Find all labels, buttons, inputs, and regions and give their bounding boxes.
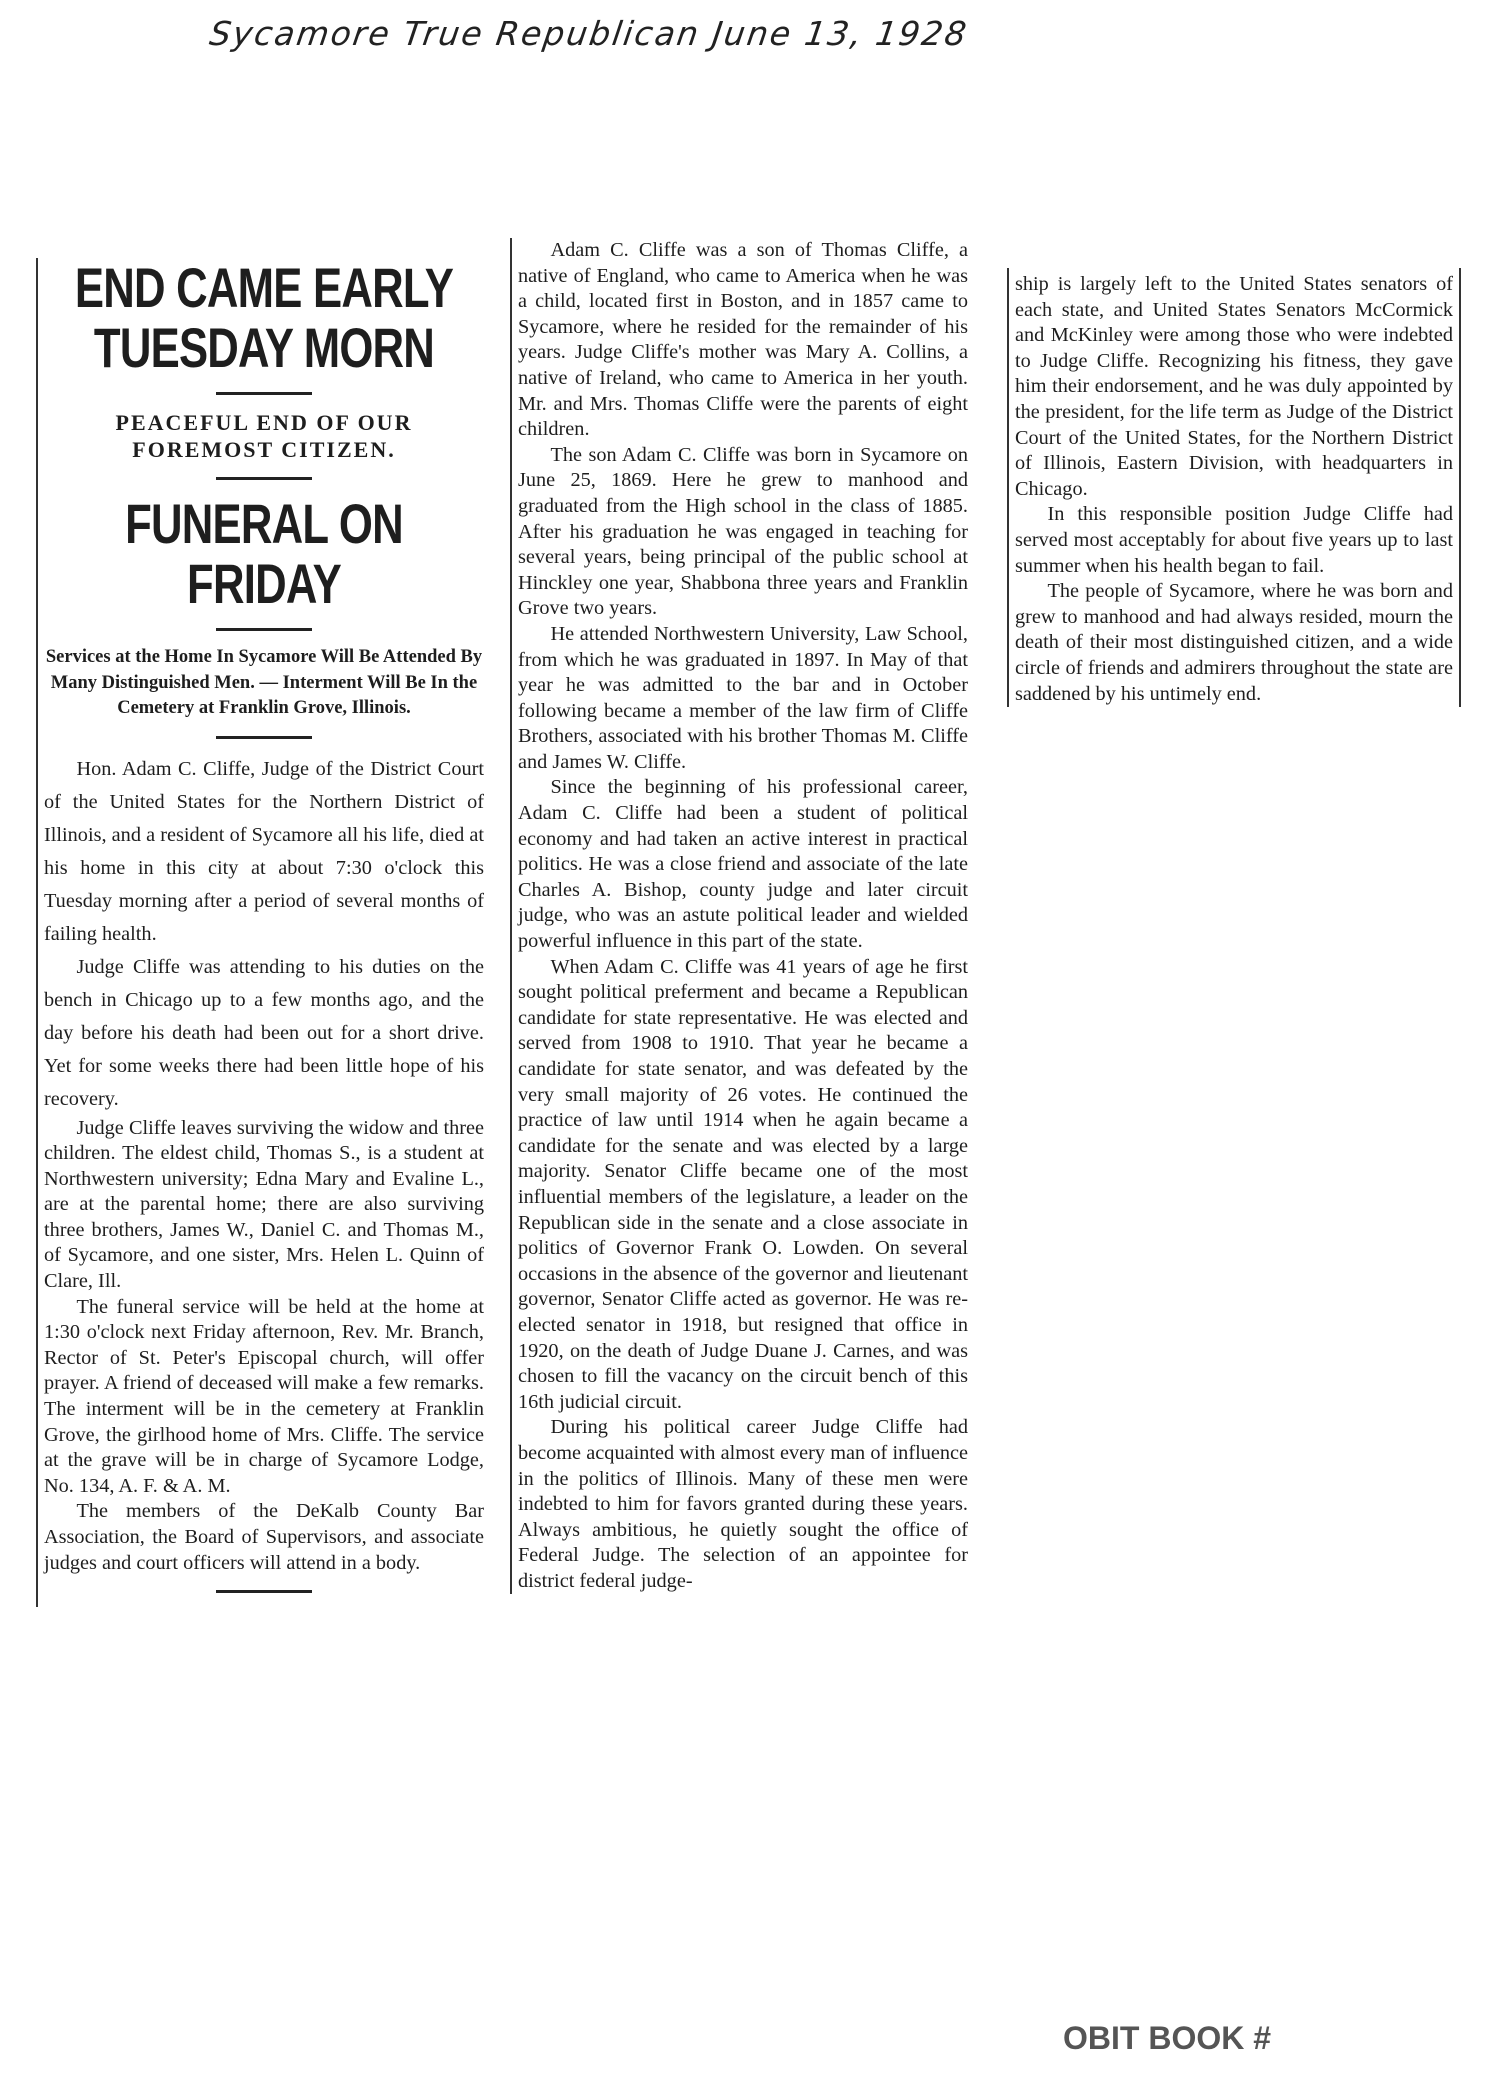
headline-main: END CAME EARLY TUESDAY MORN bbox=[74, 256, 454, 379]
divider bbox=[216, 628, 312, 631]
paragraph: The members of the DeKalb County Bar Association, the Board of Supervisors, and associate judges and court officers will attend in a body. bbox=[44, 1500, 484, 1574]
paragraph: The son Adam C. Cliffe was born in Sycamore on June 25, 1869. Here he grew to manhood and graduated from the High school in the class of 1885. After his graduation he was engaged in teaching for several years, being principal of the public school at Hinckley one year, Shabbona three years and Franklin Grove two years. bbox=[518, 443, 968, 620]
headline-secondary: FUNERAL ON FRIDAY bbox=[125, 492, 403, 615]
article-column-3 bbox=[1007, 268, 1461, 707]
paragraph: The people of Sycamore, where he was born and grew to manhood and had always resided, mourn the death of their most distinguished citizen, and a wide circle of friends and admirers throughout the state are saddened by his untimely end. bbox=[1015, 580, 1453, 705]
divider bbox=[216, 392, 312, 395]
paragraph: He attended Northwestern University, Law School, from which he was graduated in 1897. In May of that year he was admitted to the bar and in October following became a member of the law firm of Cliffe Brothers, associated with his brother Thomas M. Cliffe and James W. Cliffe. bbox=[518, 622, 968, 773]
subheadline-1: PEACEFUL END OF OUR FOREMOST CITIZEN. bbox=[115, 410, 413, 462]
article-column-2 bbox=[510, 238, 968, 1594]
paragraph: Hon. Adam C. Cliffe, Judge of the District Court of the United States for the Northern District of Illinois, and a resident of Sycamore all his life, died at his home in this city at about 7:30 o'clock this Tuesday morning after a period of several months of failing health. bbox=[44, 757, 484, 945]
article-column-1 bbox=[36, 258, 484, 1607]
paragraph: When Adam C. Cliffe was 41 years of age he first sought political preferment and became a Republican candidate for state representative. He was elected and served from 1908 to 1910. That year he became a candidate for state senator, and was defeated by the very small majority of 26 votes. He continued the practice of law until 1914 when he again became a candidate for the senate and was elected by a large majority. Senator Cliffe became one of the most influential members of the legislature, a leader on the Republican side in the senate and a close associate in politics of Governor Frank O. Lowden. On several occasions in the absence of the governor and lieutenant governor, Senator Cliffe acted as governor. He was re-elected senator in 1918, but resigned that office in 1920, on the death of Judge Duane J. Carnes, and was chosen to fill the vacancy on the circuit bench of this 16th judicial circuit. bbox=[518, 955, 968, 1413]
paragraph: Adam C. Cliffe was a son of Thomas Cliffe, a native of England, who came to America when he was a child, located first in Boston, and in 1857 came to Sycamore, where he resided for the remainder of his years. Judge Cliffe's mother was Mary A. Collins, a native of Ireland, who came to America in her youth. Mr. and Mrs. Thomas Cliffe were the parents of eight children. bbox=[518, 239, 968, 441]
end-divider bbox=[216, 1590, 312, 1593]
handwritten-source-note: Sycamore True Republican June 13, 1928 bbox=[207, 14, 971, 53]
paragraph: During his political career Judge Cliffe had become acquainted with almost every man of influence in the politics of Illinois. Many of these men were indebted to him for favors granted during these years. Always ambitious, he quietly sought the office of Federal Judge. The selection of an appointee for district federal judge- bbox=[518, 1416, 968, 1592]
paragraph: Judge Cliffe leaves surviving the widow and three children. The eldest child, Thomas S., is a student at Northwestern university; Edna Mary and Evaline L., are at the parental home; there are also surviving three brothers, James W., Daniel C. and Thomas M., of Sycamore, and one sister, Mrs. Helen L. Quinn of Clare, Ill. bbox=[44, 1116, 484, 1293]
paragraph: Since the beginning of his professional career, Adam C. Cliffe had been a student of political economy and had taken an active interest in practical politics. He was a close friend and associate of the late Charles A. Bishop, county judge and later circuit judge, who was an astute political leader and wielded powerful influence in this part of the state. bbox=[518, 776, 968, 953]
paragraph: The funeral service will be held at the home at 1:30 o'clock next Friday afternoon, Rev. Mr. Branch, Rector of St. Peter's Episcopal church, will offer prayer. A friend of deceased will make a few remarks. The interment will be in the cemetery at Franklin Grove, the girlhood home of Mrs. Cliffe. The service at the grave will be in charge of Sycamore Lodge, No. 134, A. F. & A. M. bbox=[44, 1295, 484, 1497]
divider bbox=[216, 736, 312, 739]
divider bbox=[216, 477, 312, 480]
paragraph: In this responsible position Judge Cliffe had served most acceptably for about five years up to last summer when his health began to fail. bbox=[1015, 503, 1453, 577]
subheadline-2: Services at the Home In Sycamore Will Be Attended By Many Distinguished Men. — Interment Will Be In the Cemetery at Franklin Grove, Illinois. bbox=[45, 647, 483, 718]
obit-book-stamp: OBIT BOOK # bbox=[1063, 2020, 1272, 2056]
paragraph: Judge Cliffe was attending to his duties on the bench in Chicago up to a few months ago, and the day before his death had been out for a short drive. Yet for some weeks there had been little hope of his recovery. bbox=[44, 955, 484, 1110]
paragraph: ship is largely left to the United States senators of each state, and United States Senators McCormick and McKinley were among those who were indebted to Judge Cliffe. Recognizing his fitness, they gave him their endorsement, and he was duly appointed by the president, for the life term as Judge of the District Court of the United States, for the Northern District of Illinois, Eastern Division, with headquarters in Chicago. bbox=[1015, 273, 1453, 500]
